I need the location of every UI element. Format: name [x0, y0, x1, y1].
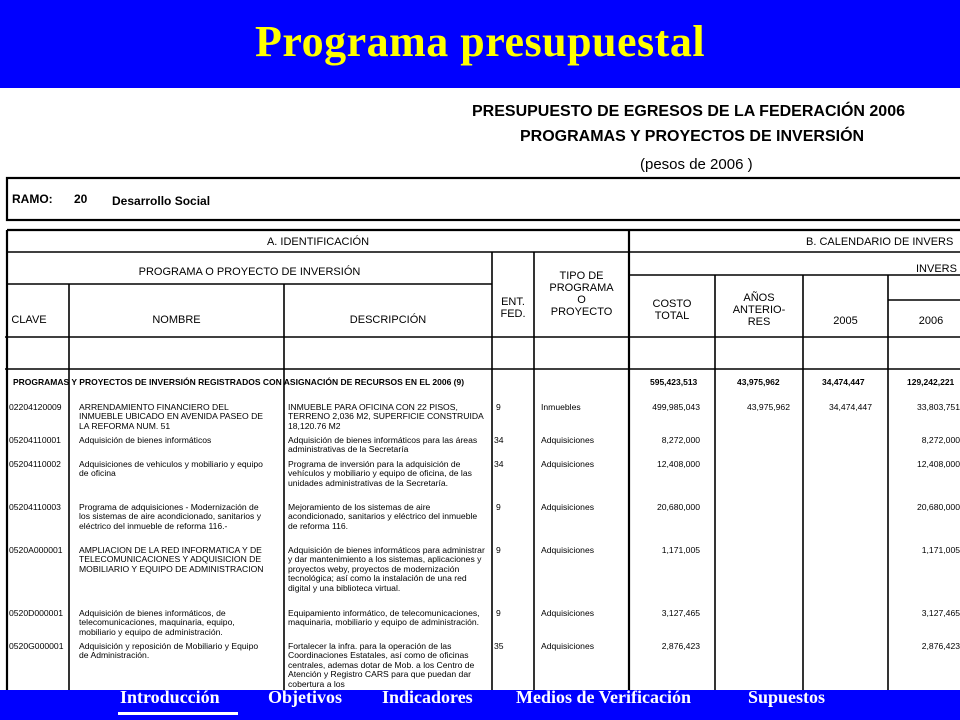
nav-link-supuestos[interactable]: Supuestos — [748, 687, 826, 707]
summary-costo: 595,423,513 — [650, 377, 698, 387]
col-anios-header: AÑOS ANTERIO- RES — [732, 292, 786, 328]
row-2-descripcion: Programa de inversión para la adquisición de vehículos y mobiliario y equipo de oficina, de las unidades administrativas de la Secretaría. — [288, 459, 472, 488]
row-1-2006: 8,272,000 — [921, 435, 960, 445]
row-1-ent: 34 — [494, 435, 504, 445]
section-a-header: A. IDENTIFICACIÓN — [266, 236, 370, 248]
nav-link-introduccion[interactable]: Introducción — [120, 687, 220, 707]
row-6-descripcion: Fortalecer la infra. para la operación de las Coordinaciones Estatales, así como de oficinas centrales, ademas dotar de Mob. a los Centro de Atención y Registro CARS para que puedan dar cobertura a los — [288, 641, 475, 689]
row-2-clave: 05204110002 — [9, 459, 61, 469]
row-6-ent: 35 — [494, 641, 504, 651]
budget-document — [0, 88, 960, 690]
ramo-number: 20 — [74, 192, 88, 206]
row-4-tipo: Adquisiciones — [541, 545, 595, 555]
row-4-ent: 9 — [496, 545, 501, 555]
programa-header: PROGRAMA O PROYECTO DE INVERSIÓN — [138, 266, 361, 278]
row-0-descripcion: INMUEBLE PARA OFICINA CON 22 PISOS, TERRENO 2,036 M2, SUPERFICIE CONSTRUIDA 18,120.76 M2 — [288, 402, 484, 431]
row-2-nombre: Adquisiciones de vehiculos y mobiliario y equipo de oficina — [79, 459, 263, 479]
row-0-nombre: ARRENDAMIENTO FINANCIERO DEL INMUEBLE UBICADO EN AVENIDA PASEO DE LA REFORMA NUM. 51 — [79, 402, 264, 431]
row-2-2006: 12,408,000 — [916, 459, 960, 469]
row-6-tipo: Adquisiciones — [541, 641, 595, 651]
row-6-2006: 2,876,423 — [921, 641, 960, 651]
page-title: Programa presupuestal — [254, 17, 706, 66]
row-3-clave: 05204110003 — [9, 502, 61, 512]
units-close: ) — [747, 156, 753, 173]
row-2-tipo: Adquisiciones — [541, 459, 595, 469]
row-6-nombre: Adquisición y reposición de Mobiliario y Equipo de Administración. — [79, 641, 259, 661]
row-1-costo: 8,272,000 — [661, 435, 700, 445]
row-0-anios: 43,975,962 — [746, 402, 790, 412]
row-3-nombre: Programa de adquisiciones - Modernización de los sistemas de aire acondicionado, sanitarios y eléctrico del inmueble de reforma 116.- — [79, 502, 261, 531]
document-title: PRESUPUESTO DE EGRESOS DE LA FEDERACIÓN 2006 — [472, 103, 905, 120]
row-1-tipo: Adquisiciones — [541, 435, 595, 445]
row-5-descripcion: Equipamiento informático, de telecomunicaciones, maquinaria, mobiliario y equipo de administración. — [288, 608, 480, 628]
header-bar — [0, 0, 960, 88]
section-b-header: B. CALENDARIO DE INVERS — [806, 236, 954, 248]
row-4-2006: 1,171,005 — [921, 545, 960, 555]
row-0-2005: 34,474,447 — [828, 402, 872, 412]
row-5-nombre: Adquisición de bienes informáticos, de telecomunicaciones, maquinaria, equipo, mobiliario y equipo de administración. — [79, 608, 235, 637]
row-4-nombre: AMPLIACION DE LA RED INFORMATICA Y DE TELECOMUNICACIONES Y ADQUISICION DE MOBILIARIO Y EQUIPO DE ADMINISTRACION — [79, 545, 264, 574]
col-descripcion-header: DESCRIPCIÓN — [349, 314, 427, 326]
row-1-descripcion: Adquisición de bienes informáticos para las áreas administrativas de la Secretaría — [288, 435, 478, 455]
row-1-clave: 05204110001 — [9, 435, 61, 445]
row-6-costo: 2,876,423 — [661, 641, 700, 651]
row-3-costo: 20,680,000 — [656, 502, 700, 512]
nav-link-medios-de-verificacion[interactable]: Medios de Verificación — [516, 687, 691, 707]
col-nombre-header: NOMBRE — [152, 314, 201, 326]
col-costo-header: COSTO TOTAL — [652, 298, 692, 322]
document-subtitle: PROGRAMAS Y PROYECTOS DE INVERSIÓN — [520, 128, 865, 145]
row-4-clave: 0520A000001 — [9, 545, 63, 555]
bottom-nav — [0, 687, 960, 720]
col-clave-header: CLAVE — [11, 314, 47, 326]
inversion-header: INVERS — [916, 263, 957, 275]
col-tipo-header: TIPO DE PROGRAMA O PROYECTO — [549, 270, 614, 318]
ramo-name: Desarrollo Social — [112, 194, 211, 208]
col-ent-header: ENT. FED. — [500, 296, 526, 320]
row-3-2006: 20,680,000 — [916, 502, 960, 512]
row-0-clave: 02204120009 — [9, 402, 62, 412]
row-0-ent: 9 — [496, 402, 501, 412]
row-4-descripcion: Adquisición de bienes informáticos para administrar y dar mantenimiento a los sistemas, aplicaciones y proyectos weby, proyectos de modernización tecnológica; así como la instalación de una red digital y una biblioteca virtual. — [288, 545, 485, 593]
row-5-tipo: Adquisiciones — [541, 608, 595, 618]
row-2-ent: 34 — [494, 459, 504, 469]
row-3-tipo: Adquisiciones — [541, 502, 595, 512]
row-2-costo: 12,408,000 — [656, 459, 700, 469]
summary-2005: 34,474,447 — [822, 377, 865, 387]
row-5-ent: 9 — [496, 608, 501, 618]
summary-anios: 43,975,962 — [737, 377, 780, 387]
col-2006-header: 2006 — [918, 315, 944, 327]
row-6-clave: 0520G000001 — [9, 641, 64, 651]
summary-2006: 129,242,221 — [907, 377, 955, 387]
nav-link-indicadores[interactable]: Indicadores — [382, 687, 473, 707]
active-nav-indicator — [118, 712, 238, 715]
row-5-2006: 3,127,465 — [921, 608, 960, 618]
units-text: (pesos de — [640, 156, 706, 173]
table-grid — [0, 88, 960, 690]
units-label — [640, 156, 753, 173]
col-2005-header: 2005 — [833, 315, 858, 327]
row-5-costo: 3,127,465 — [661, 608, 700, 618]
row-4-costo: 1,171,005 — [661, 545, 700, 555]
summary-label: PROGRAMAS Y PROYECTOS DE INVERSIÓN REGISTRADOS CON ASIGNACIÓN DE RECURSOS EN EL 2006 (9) — [13, 377, 465, 387]
row-3-descripcion: Mejoramiento de los sistemas de aire acondicionado, sanitarios y eléctrico del inmueble de reforma 116. — [288, 502, 478, 531]
row-0-tipo: Inmuebles — [541, 402, 581, 412]
row-0-2006: 33,803,751 — [916, 402, 960, 412]
row-5-clave: 0520D000001 — [9, 608, 64, 618]
units-year: 2006 — [710, 156, 744, 173]
row-1-nombre: Adquisición de bienes informáticos — [79, 435, 212, 445]
row-0-costo: 499,985,043 — [652, 402, 700, 412]
row-3-ent: 9 — [496, 502, 501, 512]
ramo-label: RAMO: — [12, 192, 53, 206]
nav-link-objetivos[interactable]: Objetivos — [268, 687, 342, 707]
